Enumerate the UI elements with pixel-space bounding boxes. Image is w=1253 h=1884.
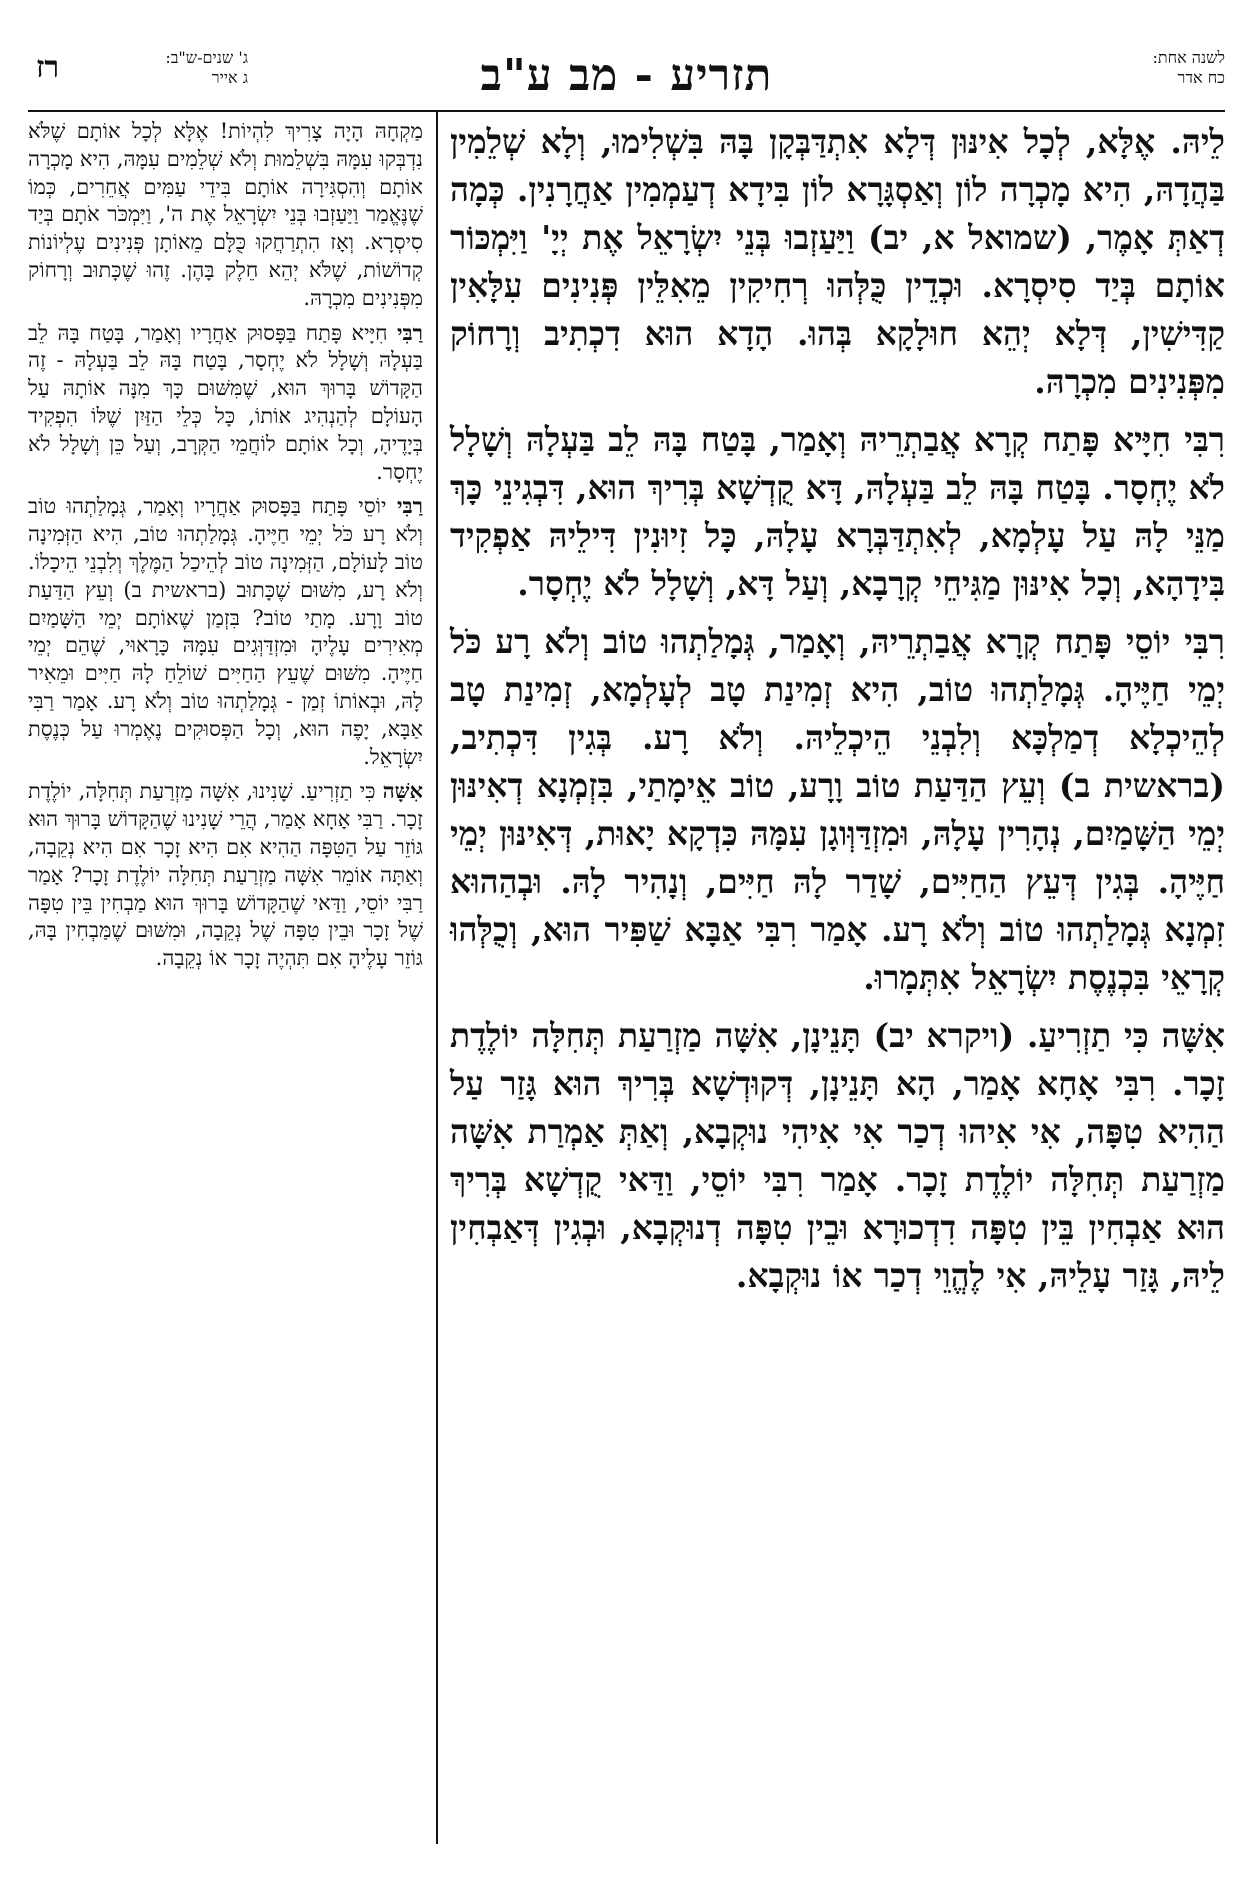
translation-paragraph xyxy=(28,319,423,487)
main-paragraph-text: לֵיהּ. אֶלָּא, לְכָל אִינּוּן דְּלָא אִתְדַּבְּקָן בָּהּ בִּשְׁלִימוּ, וְלָא שְׁלֵמִין בַּהֲדָהּ, הִיא מָכְרָה לוֹן וְאַסְגָּרָא לוֹן בִּידָא דְעַמְמִין אַחֲרָנִין. כְּמָה דְאַתְּ אָמֶר, (שמואל א, יב) וַיַּעַזְבוּ בְּנֵי יִשְׂרָאֵל אֶת יְיָ' וַיִּמְכּוֹר אוֹתָם בְּיַד סִיסְרָא. וּכְדֵין כֻּלְּהוּ רְחִיקִין מֵאִלֵּין פְּנִינִים עִלָּאִין קַדִּישִׁין, דְּלָא יְהֵא חוּלָקָא בְּהוּ. הָדָא הוּא דִכְתִיב וְרָחוֹק מִפְּנִינִים מִכְרָהּ. xyxy=(450,122,1225,401)
main-paragraph xyxy=(450,618,1225,1002)
schedule-three-years-date: ג אייר xyxy=(211,68,248,87)
translation-paragraph-lead: אִשָּׁה xyxy=(382,778,423,804)
main-paragraph-lead: רִבִּי xyxy=(1184,622,1225,661)
translation-paragraph-text: חִיָּיא פָּתַח בַּפָּסוּק אַחֲרָיו וְאָמַר, בָּטַח בָּהּ לֵב בַּעְלָהּ וְשָׁלָל לֹא יֶחְסָר, בָּטַח בָּהּ לֵב בַּעְלָהּ - זֶה הַקָּדוֹשׁ בָּרוּךְ הוּא, שֶׁמִּשּׁוּם כָּךְ מִנָּה אוֹתָהּ עַל הָעוֹלָם לְהַנְהִיג אוֹתוֹ, כָּל כְּלֵי הַזַּיִן שֶׁלּוֹ הִפְקִיד בְּיָדֶיהָ, וְכָל אוֹתָם לוֹחֲמֵי הַקְּרָב, וְעַל כֵּן וְשָׁלָל לֹא יֶחְסָר. xyxy=(28,320,423,484)
translation-paragraph-text: כִּי תַזְרִיעַ. שָׁנִינוּ, אִשָּׁה מַזְרַעַת תְּחִלָּה, יוֹלֶדֶת זָכָר. רַבִּי אָחָא אָמַר, הֲרֵי שָׁנִינוּ שֶׁהַקָּדוֹשׁ בָּרוּךְ הוּא גּוֹזֵר עַל הַטִּפָּה הַהִיא אִם הִיא זָכָר אִם הִיא נְקֵבָה, וְאַתָּה אוֹמֵר אִשָּׁה מַזְרַעַת תְּחִלָּה יוֹלֶדֶת זָכָר? אָמַר רַבִּי יוֹסֵי, וַדַּאי שֶׁהַקָּדוֹשׁ בָּרוּךְ הוּא מַבְחִין בֵּין טִפָּה שֶׁל זָכָר וּבֵין טִפָּה שֶׁל נְקֵבָה, וּמִשּׁוּם שֶׁמַּבְחִין בָּהּ, גּוֹזֵר עָלֶיהָ אִם תִּהְיֶה זָכָר אוֹ נְקֵבָה. xyxy=(28,779,423,971)
main-paragraph-text: חִיָּיא פָּתַח קְרָא אֲבַתְרֵיהּ וְאָמַר, בָּטַח בָּהּ לֵב בַּעְלָהּ וְשָׁלָל לֹא יֶחְסָר. בָּטַח בָּהּ לֵב בַּעְלָהּ, דָּא קֻדְשָׁא בְּרִיךְ הוּא, דִּבְגִינֵי כָּךְ מַנֵּי לָהּ עַל עָלְמָא, לְאִתְדַּבְּרָא עָלָהּ, כָּל זִיוּנִין דִּילֵיהּ אַפְקִיד בִּידָהָא, וְכָל אִינּוּן מַגִּיחֵי קְרָבָא, וְעַל דָּא, וְשָׁלָל לֹא יֶחְסָר. xyxy=(449,420,1225,603)
schedule-one-year-label: לשנה אחת: xyxy=(1152,48,1225,67)
page-header xyxy=(28,40,1225,110)
main-paragraph-lead: רִבִּי xyxy=(1184,420,1225,459)
main-text-column xyxy=(450,118,1225,1844)
main-paragraph xyxy=(450,118,1225,406)
translation-paragraph-lead: רַבִּי xyxy=(397,493,423,519)
translation-column xyxy=(28,118,423,1844)
schedule-three-years xyxy=(28,48,308,92)
translation-paragraph xyxy=(28,777,423,973)
schedule-three-years-label: ג' שנים-ש"ב: xyxy=(165,48,248,67)
schedule-one-year-date: כח אדר xyxy=(1177,68,1225,87)
main-paragraph-lead: אִשָּׁה xyxy=(1161,1016,1225,1055)
translation-paragraph xyxy=(28,492,423,771)
translation-paragraph xyxy=(28,118,423,313)
page-number: רז xyxy=(36,50,60,85)
translation-paragraph-text: יוֹסֵי פָּתַח בַּפָּסוּק אַחֲרָיו וְאָמַר, גְּמָלַתְהוּ טוֹב וְלֹא רָע כֹּל יְמֵי חַיֶּיהָ. גְּמָלַתְהוּ טוֹב, הִיא הַזְּמִינָה טוֹב לָעוֹלָם, הַזְּמִינָה טוֹב לְהֵיכַל הַמֶּלֶךְ וְלִבְנֵי הֵיכָלוֹ. וְלֹא רָע, מִשּׁוּם שֶׁכָּתוּב (בראשית ב) וְעֵץ הַדַּעַת טוֹב וָרָע. מָתַי טוֹב? בִּזְמַן שֶׁאוֹתָם יְמֵי הַשָּׁמַיִם מְאִירִים עָלֶיהָ וּמִזְדַּוְּגִים עִמָּהּ כָּרָאוּי, שֶׁהֵם יְמֵי חַיֶּיהָ. מִשּׁוּם שֶׁעֵץ הַחַיִּים שׁוֹלֵחַ לָהּ חַיִּים וּמֵאִיר לָהּ, וּבְאוֹתוֹ זְמַן - גְּמָלַתְהוּ טוֹב וְלֹא רָע. אָמַר רַבִּי אַבָּא, יָפֶה הוּא, וְכָל הַפְּסוּקִים נֶאֶמְרוּ עַל כְּנֶסֶת יִשְׂרָאֵל. xyxy=(28,494,423,769)
translation-paragraph-text: מַקְחָהּ הָיָה צָרִיךְ לִהְיוֹת! אֶלָּא לְכָל אוֹתָם שֶׁלֹּא נִדְבְּקוּ עִמָּהּ בִּשְׁלֵמוּת וְלֹא שְׁלֵמִים עִמָּהּ, הִיא מָכְרָה אוֹתָם וְהִסְגִּירָה אוֹתָם בִּידֵי עַמִּים אֲחֵרִים, כְּמוֹ שֶׁנֶּאֱמַר וַיַּעַזְבוּ בְּנֵי יִשְׂרָאֵל אֶת ה', וַיִּמְכֹּר אֹתָם בְּיַד סִיסְרָא. וְאָז הִתְרַחֲקוּ כֻּלָּם מֵאוֹתָן פְּנִינִים עֶלְיוֹנוֹת קְדוֹשׁוֹת, שֶׁלֹּא יְהֵא חֵלֶק בָּהֶן. זֶהוּ שֶׁכָּתוּב וְרָחוֹק מִפְּנִינִים מִכְרָהּ. xyxy=(28,119,423,310)
translation-paragraph-lead: רַבִּי xyxy=(397,319,423,345)
column-divider xyxy=(436,112,438,1844)
main-paragraph xyxy=(450,416,1225,608)
main-paragraph-text: יוֹסֵי פָּתַח קְרָא אֲבַתְרֵיהּ, וְאָמַר, גְּמָלַתְהוּ טוֹב וְלֹא רָע כֹּל יְמֵי חַיֶּיהָ. גְּמָלַתְהוּ טוֹב, הִיא זְמִינַת טָב לְעָלְמָא, זְמִינַת טָב לְהֵיכְלָא דְמַלְכָּא וְלִבְנֵי הֵיכְלֵיהּ. וְלֹא רָע. בְּגִין דִּכְתִיב, (בראשית ב) וְעֵץ הַדַּעַת טוֹב וָרָע, טוֹב אֵימָתַי, בִּזְמְנָא דְאִינּוּן יְמֵי הַשָּׁמַיִם, נְהָרִין עָלָהּ, וּמִזְדַּוְּוגָן עִמָּהּ כִּדְקָא יָאוּת, דְּאִינּוּן יְמֵי חַיֶּיהָ. בְּגִין דְּעֵץ הַחַיִּים, שָׁדַר לָהּ חַיִּים, וְנָהִיר לָהּ. וּבְהַהוּא זִמְנָא גְּמָלַתְהוּ טוֹב וְלֹא רָע. אָמַר רִבִּי אַבָּא שַׁפִּיר הוּא, וְכֻלְּהוּ קְרָאֵי בִּכְנֶסֶת יִשְׂרָאֵל אִתְּמָרוּ. xyxy=(450,622,1225,997)
main-paragraph-text: כִּי תַזְרִיעַ. (ויקרא יב) תָּנֵינָן, אִשָּׁה מַזְרַעַת תְּחִלָּה יוֹלֶדֶת זָכָר. רִבִּי אָחָא אָמַר, הָא תָּנֵינָן, דְּקוּדְשָׁא בְּרִיךְ הוּא גָּזַר עַל הַהִיא טִפָּה, אִי אִיהוּ דְכַר אִי אִיהִי נוּקְבָא, וְאַתְּ אַמְרַת אִשָּׁה מַזְרַעַת תְּחִלָּה יוֹלֶדֶת זָכָר. אָמַר רִבִּי יוֹסֵי, וַדַּאי קֻדְשָׁא בְּרִיךְ הוּא אַבְחִין בֵּין טִפָּה דִדְכוּרָא וּבֵין טִפָּה דְנוּקְבָא, וּבְגִין דְּאַבְחִין לֵיהּ, גָּזַר עָלֵיהּ, אִי לֶהֱוֵי דְכַר אוֹ נוּקְבָא. xyxy=(450,1016,1225,1295)
header-divider xyxy=(28,110,1225,112)
main-paragraph xyxy=(450,1012,1225,1300)
page-title: תזריע - מב ע"ב xyxy=(480,50,773,101)
